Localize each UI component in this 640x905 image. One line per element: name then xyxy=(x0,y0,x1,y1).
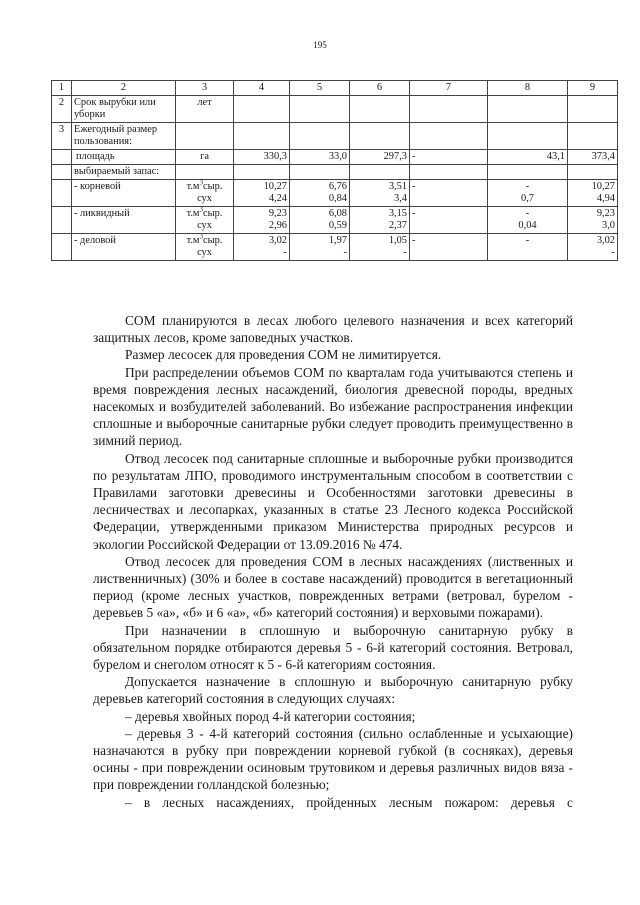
value-cell xyxy=(488,207,568,234)
value-cell xyxy=(488,234,568,261)
value-line: - xyxy=(403,247,407,258)
value-cell xyxy=(234,96,290,123)
value-line: - xyxy=(343,247,347,258)
row-number-cell xyxy=(52,207,72,234)
value-line: 0,04 xyxy=(518,220,537,231)
value-line: - xyxy=(412,208,416,219)
value-line: 1,97 xyxy=(328,235,347,246)
value-cell xyxy=(290,234,350,261)
value-cell xyxy=(410,180,488,207)
value-line: 9,23 xyxy=(596,208,615,219)
value-cell xyxy=(350,207,410,234)
value-line: 0,84 xyxy=(328,193,347,204)
value-cell xyxy=(290,165,350,180)
unit-cell xyxy=(176,234,234,261)
value-line: 3,02 xyxy=(268,235,287,246)
unit-line: $т.м^3сыр$. xyxy=(186,205,223,219)
unit-cell: лет xyxy=(176,96,234,123)
data-table xyxy=(51,80,618,261)
value-cell xyxy=(568,123,618,150)
header-cell: 8 xyxy=(488,81,568,96)
value-cell xyxy=(234,165,290,180)
paragraph: Отвод лесосек под санитарные сплошные и выборочные рубки производится по результатам ЛПО, проводимого инструментальным способом в соответствии с Правилами заготовки древесины и Особенностями заготовки древесины в лесничествах и лесопарках, указанных в статье 23 Лесного кодекса Российской Федерации, утвержденными приказом Министерства природных ресурсов и экологии Российской Федерации от 13.09.2016 № 474. xyxy=(93,450,573,552)
value-line: 0,7 xyxy=(521,193,534,204)
row-name-cell: площадь xyxy=(72,150,176,165)
row-name-cell: Ежегодный размер пользования: xyxy=(72,123,176,150)
value-line: 4,94 xyxy=(596,193,615,204)
page-number: 195 xyxy=(313,40,327,50)
value-line: 6,76 xyxy=(328,181,347,192)
value-cell xyxy=(410,207,488,234)
value-line: 2,37 xyxy=(388,220,407,231)
value-cell xyxy=(234,234,290,261)
value-cell: 297,3 xyxy=(350,150,410,165)
unit-cell xyxy=(176,123,234,150)
value-cell xyxy=(350,96,410,123)
value-line: 3,0 xyxy=(602,220,615,231)
value-cell: 33,0 xyxy=(290,150,350,165)
value-cell xyxy=(350,234,410,261)
value-cell xyxy=(488,180,568,207)
value-line xyxy=(412,247,485,259)
header-cell: 1 xyxy=(52,81,72,96)
value-line: - xyxy=(412,235,416,246)
row-number-cell xyxy=(52,180,72,207)
table-row xyxy=(52,207,618,234)
row-name-cell: Срок вырубки или уборки xyxy=(72,96,176,123)
unit-cell xyxy=(176,180,234,207)
row-name-cell: - корневой xyxy=(72,180,176,207)
header-cell: 9 xyxy=(568,81,618,96)
row-name-cell: - ликвидный xyxy=(72,207,176,234)
value-cell xyxy=(410,165,488,180)
value-cell xyxy=(410,96,488,123)
value-cell xyxy=(568,180,618,207)
value-cell xyxy=(568,234,618,261)
value-cell xyxy=(290,123,350,150)
value-line: 1,05 xyxy=(388,235,407,246)
value-line: - xyxy=(525,235,530,246)
value-cell: - xyxy=(410,150,488,165)
table-row xyxy=(52,123,618,150)
value-line: - xyxy=(611,247,615,258)
value-line: - xyxy=(525,208,530,219)
paragraph: При назначении в сплошную и выборочную санитарную рубку в обязательном порядке отбираются деревья 5 - 6-й категорий состояния. Ветровал, бурелом и снеголом относят к 5 - 6-й категориям состояния. xyxy=(93,622,573,673)
value-cell xyxy=(488,96,568,123)
value-line: 6,08 xyxy=(328,208,347,219)
value-line: 9,23 xyxy=(268,208,287,219)
unit-line: $т.м^3сыр$. xyxy=(186,232,223,246)
value-cell xyxy=(568,165,618,180)
row-name-cell: выбираемый запас: xyxy=(72,165,176,180)
paragraph: Допускается назначение в сплошную и выборочную санитарную рубку деревьев категорий состояния в следующих случаях: xyxy=(93,674,573,707)
header-cell: 2 xyxy=(72,81,176,96)
value-line xyxy=(412,220,485,232)
value-line xyxy=(412,193,485,205)
value-cell xyxy=(410,234,488,261)
table-row xyxy=(52,180,618,207)
header-cell: 3 xyxy=(176,81,234,96)
value-line: 3,4 xyxy=(394,193,407,204)
row-number-cell: 2 xyxy=(52,96,72,123)
value-cell xyxy=(568,207,618,234)
value-line: - xyxy=(525,181,530,192)
value-cell xyxy=(234,207,290,234)
header-cell: 7 xyxy=(410,81,488,96)
value-cell xyxy=(350,165,410,180)
value-cell xyxy=(234,180,290,207)
value-cell xyxy=(350,180,410,207)
unit-line: сух xyxy=(197,247,212,258)
paragraph: Отвод лесосек для проведения СОМ в лесных насаждениях (лиственных и лиственничных) (30% и более в составе насаждений) проводится в вегетационный период (кроме лесных участков, поврежденных ветрами (ветровал, бурелом - деревьев 5 «а», «б» и 6 «а», «б» категорий состояния) и верховыми пожарами). xyxy=(93,553,573,621)
unit-line: сух xyxy=(197,220,212,231)
row-number-cell: 3 xyxy=(52,123,72,150)
paragraph: – в лесных насаждениях, пройденных лесным пожаром: деревья с xyxy=(125,794,573,810)
row-number-cell xyxy=(52,234,72,261)
value-line: 4,24 xyxy=(268,193,287,204)
value-cell xyxy=(488,123,568,150)
paragraph: При распределении объемов СОМ по кварталам года учитываются степень и время повреждения лесных насаждений, биология древесной породы, вредных насекомых и возбудителей заболеваний. Во избежание распространения инфекции сплошные и выборочные санитарные рубки следует проводить преимущественно в зимний период. xyxy=(93,364,573,449)
unit-cell xyxy=(176,207,234,234)
table-header-row xyxy=(52,81,618,96)
table-row xyxy=(52,234,618,261)
paragraph: СОМ планируются в лесах любого целевого назначения и всех категорий защитных лесов, кроме заповедных участков. xyxy=(93,313,573,346)
header-cell: 5 xyxy=(290,81,350,96)
value-line: 10,27 xyxy=(263,181,287,192)
value-line xyxy=(490,247,565,259)
value-line: 3,02 xyxy=(596,235,615,246)
value-line: - xyxy=(412,181,416,192)
paragraph: – деревья 3 - 4-й категорий состояния (сильно ослабленные и усыхающие) назначаются в рубку при повреждении корневой губкой (в сосняках), деревья осины - при повреждении осиновым трутовиком и деревья различных видов вяза - при повреждении голландской болезнью; xyxy=(93,725,573,793)
value-line: - xyxy=(283,247,287,258)
unit-line: сух xyxy=(197,193,212,204)
value-cell xyxy=(568,96,618,123)
value-cell xyxy=(290,180,350,207)
value-cell xyxy=(234,123,290,150)
value-cell: 373,4 xyxy=(568,150,618,165)
header-cell: 6 xyxy=(350,81,410,96)
value-cell: 43,1 xyxy=(488,150,568,165)
table-row xyxy=(52,150,618,165)
unit-line: $т.м^3сыр$. xyxy=(186,178,223,192)
header-cell: 4 xyxy=(234,81,290,96)
row-name-cell: - деловой xyxy=(72,234,176,261)
row-number-cell xyxy=(52,165,72,180)
paragraph: Размер лесосек для проведения СОМ не лимитируется. xyxy=(125,347,442,363)
value-cell xyxy=(488,165,568,180)
value-cell: 330,3 xyxy=(234,150,290,165)
value-line: 2,96 xyxy=(268,220,287,231)
unit-cell xyxy=(176,165,234,180)
body-text xyxy=(93,312,573,811)
value-cell xyxy=(410,123,488,150)
paragraph: – деревья хвойных пород 4-й категории состояния; xyxy=(125,708,416,724)
row-number-cell xyxy=(52,150,72,165)
table-row xyxy=(52,165,618,180)
table-row xyxy=(52,96,618,123)
value-line: 0,59 xyxy=(328,220,347,231)
value-cell xyxy=(350,123,410,150)
value-cell xyxy=(290,207,350,234)
value-cell xyxy=(290,96,350,123)
value-line: 10,27 xyxy=(591,181,615,192)
value-line: 3,51 xyxy=(388,181,407,192)
unit-cell: га xyxy=(176,150,234,165)
value-line: 3,15 xyxy=(388,208,407,219)
